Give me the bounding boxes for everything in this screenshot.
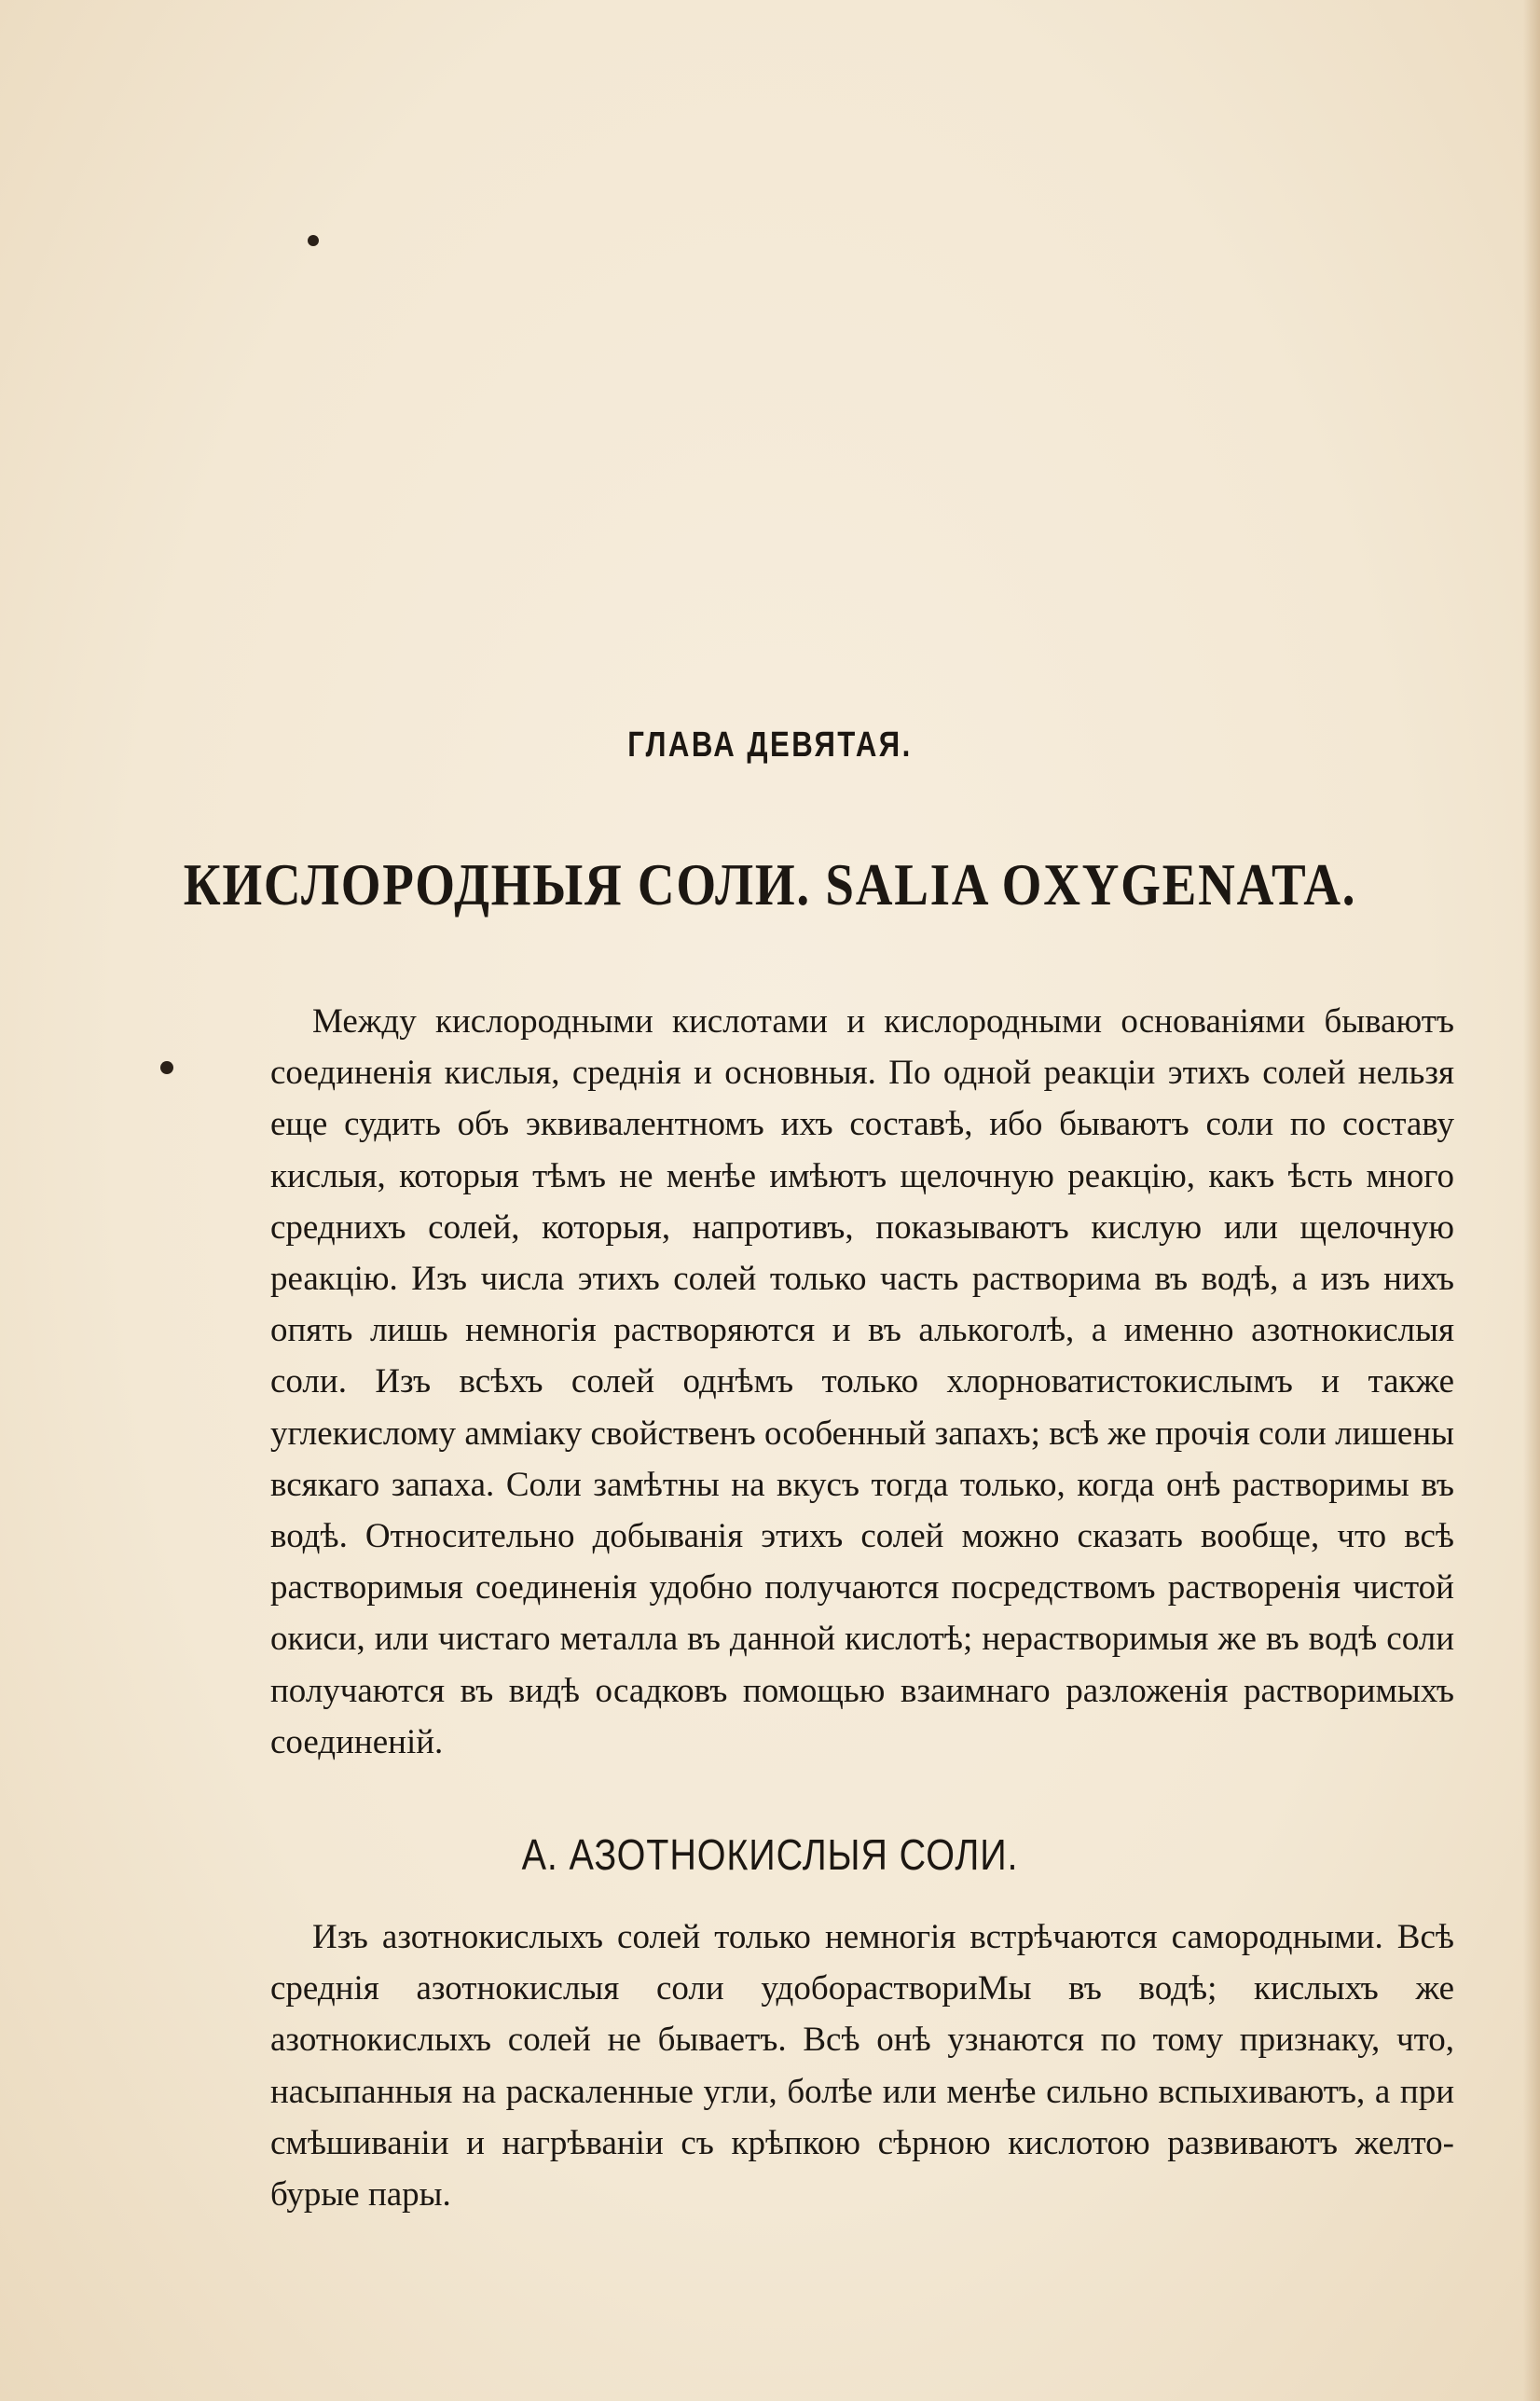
section-heading: A. АЗОТНОКИСЛЫЯ СОЛИ.	[521, 1830, 1019, 1879]
body-paragraph	[270, 1911, 1454, 2220]
ink-spot	[308, 235, 319, 246]
paragraph-text: Между кислородными кислотами и кислородными основаніями бываютъ соединенія кислыя, среднія и основныя. По одной реакціи этихъ солей нельзя еще судить объ эквивалентномъ ихъ составѣ, ибо бываютъ соли по составу кислыя, которыя тѣмъ не менѣе имѣютъ щелочную реакцію, какъ ѣсть много среднихъ солей, которыя, напротивъ, показываютъ кислую или щелочную реакцію. Изъ числа этихъ солей только часть растворима въ водѣ, а изъ нихъ опять лишь немногія растворяются и въ алькоголѣ, а именно азотнокислыя соли. Изъ всѣхъ солей однѣмъ только хлорноватистокислымъ и также углекислому аммiаку свойственъ особенный запахъ; всѣ же прочія соли лишены всякаго запаха. Соли замѣтны на вкусъ тогда только, когда онѣ растворимы въ водѣ. Относительно добыванія этихъ солей можно сказать вообще, что всѣ растворимыя соединенія удобно получаются посредствомъ растворенія чистой окиси, или чистаго металла въ данной кислотѣ; нерастворимыя же въ водѣ соли получаются въ видѣ осадковъ помощью взаимнаго разложенія растворимыхъ соединеній.	[270, 1002, 1454, 1761]
page-edge-shading	[1523, 0, 1540, 2401]
ink-spot	[160, 1061, 173, 1074]
chapter-title: КИСЛОРОДНЫЯ СОЛИ. SALIA OXYGENATA.	[183, 851, 1357, 918]
paragraph-text: Изъ азотнокислыхъ солей только немногія встрѣчаются самородными. Всѣ среднія азотнокислыя соли удобораствориМы въ водѣ; кислыхъ же азотнокислыхъ солей не бываетъ. Всѣ онѣ узнаются по тому признаку, что, насыпанныя на раскаленные угли, болѣе или менѣе сильно вспыхиваютъ, а при смѣшиваніи и нагрѣваніи съ крѣпкою сѣрною кислотою развиваютъ желто-бурые пары.	[270, 1918, 1454, 2215]
body-paragraph	[270, 996, 1454, 1768]
chapter-heading: ГЛАВА ДЕВЯТАЯ.	[627, 725, 913, 765]
